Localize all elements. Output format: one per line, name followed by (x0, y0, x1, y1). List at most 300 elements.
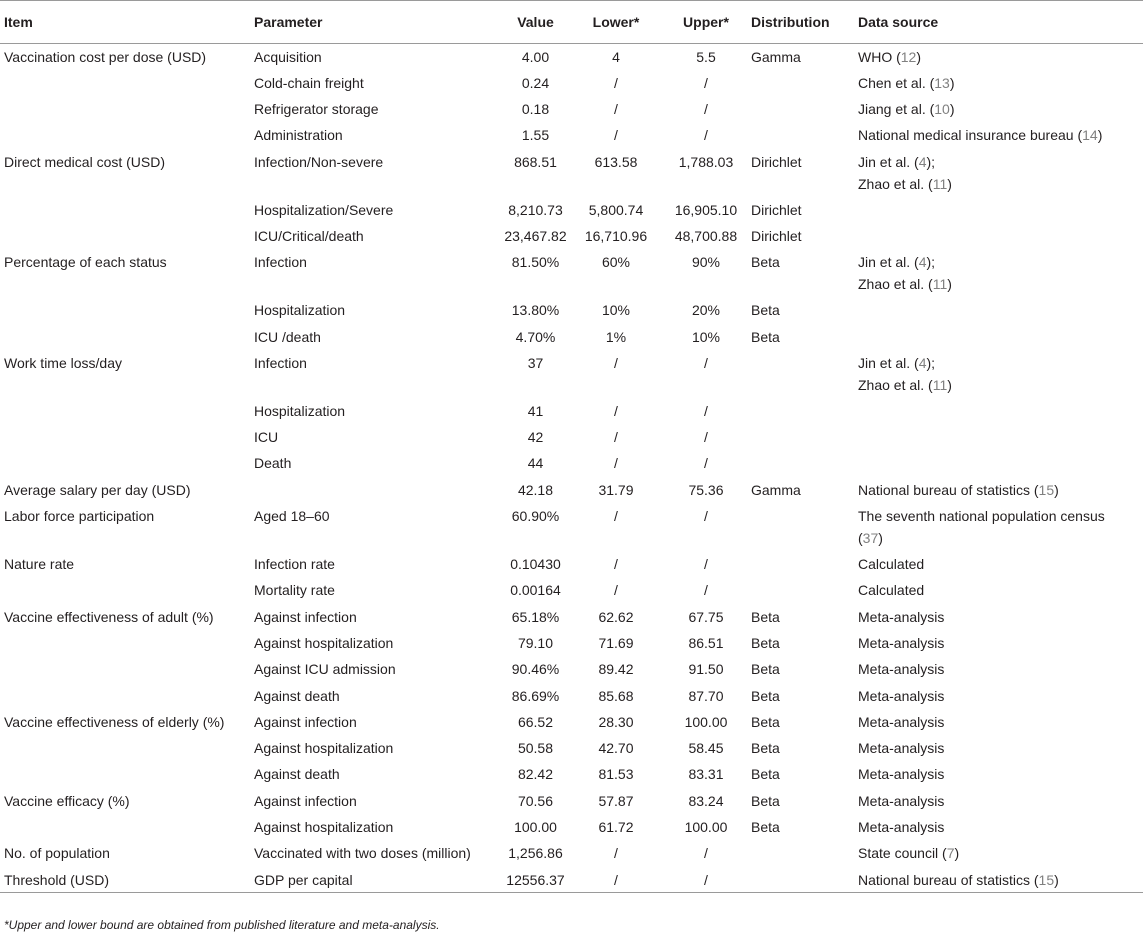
cell-distribution: Beta (751, 740, 780, 757)
cell-lower: 1% (605, 328, 627, 345)
cell-value: 66.52 (517, 713, 554, 730)
source-tail: ) (947, 376, 952, 393)
cell-parameter: Against infection (254, 792, 357, 809)
cell-value: 23,467.82 (504, 227, 567, 244)
table-footnote: *Upper and lower bound are obtained from published literature and meta-analysis. (4, 918, 440, 932)
cell-upper: / (704, 582, 708, 599)
cell-item: Direct medical cost (USD) (4, 153, 166, 170)
cell-item (0, 577, 254, 603)
cell-item (0, 761, 254, 787)
cell-lower: / (614, 127, 618, 144)
cell-value: 44 (527, 455, 544, 472)
cell-parameter: Acquisition (254, 49, 322, 65)
table-row (0, 424, 1143, 450)
cell-item: Vaccine effectiveness of elderly (%) (4, 713, 225, 730)
cell-value: 13.80% (511, 302, 560, 319)
cell-distribution: Dirichlet (751, 153, 802, 170)
source-text: Meta-analysis (858, 687, 945, 704)
table-row (0, 840, 1143, 866)
table-row (0, 683, 1143, 709)
table-row (0, 577, 1143, 603)
source-text: National medical insurance bureau ( (858, 127, 1083, 144)
reference-number[interactable]: 11 (932, 276, 948, 293)
cell-parameter: Against infection (254, 608, 357, 625)
table-row (0, 398, 1143, 424)
cell-distribution: Beta (751, 302, 780, 319)
cell-lower: 85.68 (598, 687, 634, 704)
cell-value: 868.51 (514, 153, 557, 170)
table-row (0, 223, 1143, 249)
cell-lower: 60% (601, 254, 631, 271)
source-line (858, 606, 1143, 628)
cell-distribution (751, 450, 858, 476)
table-row (0, 249, 1143, 297)
source-tail: ) (916, 49, 922, 65)
source-text: National bureau of statistics ( (858, 481, 1039, 498)
cell-source (858, 297, 1143, 323)
cell-upper: 67.75 (688, 608, 724, 625)
cell-item (0, 735, 254, 761)
source-tail: ); (926, 254, 936, 271)
cell-value: 42 (527, 429, 544, 446)
source-text: Meta-analysis (858, 634, 945, 651)
cell-value: 12556.37 (506, 871, 565, 888)
source-tail: ) (1054, 481, 1059, 498)
reference-number[interactable]: 10 (934, 101, 950, 118)
cell-upper: 87.70 (688, 687, 724, 704)
source-text: Zhao et al. ( (858, 175, 933, 192)
cell-parameter: Infection (254, 254, 307, 271)
cell-item (0, 814, 254, 840)
reference-number[interactable]: 4 (918, 254, 927, 271)
cell-source (858, 577, 1143, 603)
cell-parameter: ICU /death (254, 328, 321, 345)
cell-parameter: Cold-chain freight (254, 74, 364, 91)
cell-upper: / (704, 74, 708, 91)
table-row (0, 814, 1143, 840)
cell-distribution (751, 96, 858, 122)
cell-value: 81.50% (511, 254, 560, 271)
source-text: Jin et al. ( (858, 254, 919, 271)
cell-distribution: Beta (751, 766, 780, 783)
cell-distribution: Dirichlet (751, 227, 802, 244)
table-row (0, 551, 1143, 577)
table-row (0, 656, 1143, 682)
cell-lower: 57.87 (598, 792, 634, 809)
source-text: Meta-analysis (858, 661, 945, 678)
source-line (858, 737, 1143, 759)
reference-number[interactable]: 11 (932, 175, 948, 192)
cell-source (858, 350, 1143, 398)
cell-item (0, 450, 254, 476)
cell-lower: / (614, 101, 618, 118)
reference-number[interactable]: 15 (1038, 871, 1055, 888)
cell-parameter: Against death (254, 766, 340, 783)
cell-item (0, 197, 254, 223)
reference-number[interactable]: 11 (932, 376, 948, 393)
cell-distribution: Gamma (751, 49, 801, 65)
source-line (858, 251, 1143, 273)
cell-upper: 91.50 (688, 661, 724, 678)
cell-source (858, 683, 1143, 709)
cell-parameter: Infection/Non-severe (254, 153, 384, 170)
source-line (858, 553, 1143, 575)
cell-upper: 10% (691, 328, 721, 345)
source-tail: ) (1097, 127, 1103, 144)
source-text: Jin et al. ( (858, 354, 919, 371)
cell-parameter: Vaccinated with two doses (million) (254, 845, 471, 862)
source-line (858, 790, 1143, 812)
cell-distribution: Beta (751, 819, 780, 836)
cell-value: 41 (527, 402, 544, 419)
cell-distribution (751, 398, 858, 424)
cell-upper: / (704, 871, 708, 888)
cell-parameter: Death (254, 455, 292, 472)
cell-value: 70.56 (517, 792, 554, 809)
source-line (858, 46, 1143, 68)
table-row (0, 604, 1143, 630)
cell-source (858, 249, 1143, 297)
cell-upper: / (704, 127, 708, 144)
table-row (0, 477, 1143, 503)
source-tail: ) (947, 276, 952, 293)
source-tail: ) (949, 74, 955, 91)
cell-source (858, 761, 1143, 787)
table-row (0, 297, 1143, 323)
source-line (858, 72, 1143, 94)
table-row (0, 197, 1143, 223)
cell-parameter: Against ICU admission (254, 661, 396, 678)
reference-number[interactable]: 14 (1082, 127, 1098, 144)
cell-item: Percentage of each status (4, 254, 167, 271)
cell-source (858, 223, 1143, 249)
cell-upper: / (704, 508, 708, 525)
source-line (858, 816, 1143, 838)
source-line (858, 374, 1143, 396)
cell-lower: 42.70 (598, 740, 634, 757)
cell-source (858, 630, 1143, 656)
cell-lower: / (614, 455, 618, 472)
cell-distribution: Dirichlet (751, 201, 802, 218)
cell-upper: 1,788.03 (678, 153, 734, 170)
cell-source (858, 867, 1143, 893)
reference-number[interactable]: 4 (918, 153, 927, 170)
cell-distribution: Beta (751, 328, 780, 345)
source-text: National bureau of statistics ( (858, 871, 1039, 888)
cell-item (0, 324, 254, 350)
cell-distribution (751, 551, 858, 577)
cell-distribution: Beta (751, 608, 780, 625)
cell-lower: / (614, 402, 618, 419)
cell-source (858, 424, 1143, 450)
table-row (0, 149, 1143, 197)
reference-number[interactable]: 7 (946, 845, 955, 862)
cell-distribution (751, 577, 858, 603)
table-row (0, 761, 1143, 787)
source-tail: ); (926, 153, 936, 170)
cell-lower: 16,710.96 (584, 227, 648, 244)
cell-lower: 613.58 (594, 153, 638, 170)
cell-value: 0.18 (521, 101, 550, 118)
cell-source (858, 709, 1143, 735)
source-text: State council ( (858, 845, 947, 862)
cell-item (0, 297, 254, 323)
cell-distribution (751, 350, 858, 398)
source-text: Zhao et al. ( (858, 276, 933, 293)
cell-source (858, 551, 1143, 577)
cell-value: 86.69% (511, 687, 560, 704)
cell-item (0, 630, 254, 656)
cell-parameter: Against infection (254, 713, 357, 730)
table-row (0, 350, 1143, 398)
cell-item: Work time loss/day (4, 354, 122, 371)
cell-upper: 90% (691, 254, 721, 271)
cell-upper: 83.24 (688, 792, 724, 809)
cell-value: 1,256.86 (508, 845, 563, 862)
cell-parameter: Refrigerator storage (254, 101, 379, 118)
cell-source (858, 197, 1143, 223)
cell-source (858, 788, 1143, 814)
header-distribution: Distribution (751, 14, 830, 30)
cell-value: 90.46% (511, 661, 560, 678)
cell-source (858, 324, 1143, 350)
reference-number[interactable]: 12 (900, 49, 917, 65)
table-row (0, 788, 1143, 814)
source-tail: ) (949, 101, 955, 118)
cell-distribution: Beta (751, 661, 780, 678)
cell-value: 0.24 (521, 74, 550, 91)
cell-lower: 31.79 (598, 481, 634, 498)
cell-value: 60.90% (511, 508, 560, 525)
cell-lower: 62.62 (598, 608, 634, 625)
source-line (858, 763, 1143, 785)
cell-lower: / (614, 556, 618, 573)
cell-upper: 48,700.88 (674, 227, 738, 244)
cell-distribution: Beta (751, 634, 780, 651)
header-upper: Upper* (683, 14, 729, 30)
cell-lower: 71.69 (598, 634, 634, 651)
cell-source (858, 503, 1143, 551)
source-text: Meta-analysis (858, 608, 945, 625)
cell-parameter: Infection rate (254, 556, 335, 573)
cell-lower: / (614, 508, 618, 525)
cell-item (0, 424, 254, 450)
cell-lower: / (614, 354, 618, 371)
cell-upper: 20% (691, 302, 721, 319)
cell-parameter: ICU/Critical/death (254, 227, 364, 244)
cell-lower: 28.30 (598, 713, 634, 730)
source-text: Jin et al. ( (858, 153, 919, 170)
source-line (858, 98, 1143, 120)
cell-lower: 4 (612, 49, 620, 65)
cell-value: 82.42 (517, 766, 554, 783)
source-text: Jiang et al. ( (858, 101, 935, 118)
source-tail: ); (926, 354, 936, 371)
cell-source (858, 604, 1143, 630)
source-line (858, 527, 1143, 549)
cell-item: Average salary per day (USD) (4, 481, 191, 498)
source-line (858, 579, 1143, 601)
source-text: ( (858, 530, 863, 547)
cell-parameter: Hospitalization (254, 302, 346, 319)
cell-source (858, 398, 1143, 424)
cell-item: No. of population (4, 845, 110, 862)
cell-source (858, 70, 1143, 96)
reference-number[interactable]: 13 (934, 74, 950, 91)
header-source: Data source (858, 14, 939, 30)
cell-upper: / (704, 402, 708, 419)
table-row (0, 324, 1143, 350)
cell-value: 42.18 (517, 481, 554, 498)
cell-upper: / (704, 556, 708, 573)
source-text: Calculated (858, 582, 925, 599)
header-lower: Lower* (592, 14, 640, 30)
cell-parameter: Hospitalization (254, 402, 346, 419)
cell-distribution (751, 424, 858, 450)
table-row (0, 735, 1143, 761)
source-line (858, 173, 1143, 195)
cell-parameter: GDP per capital (254, 871, 353, 888)
cell-lower: / (614, 429, 618, 446)
cell-lower: 61.72 (598, 819, 634, 836)
cell-item (0, 398, 254, 424)
source-line (858, 151, 1143, 173)
cell-lower: / (614, 74, 618, 91)
cell-source (858, 735, 1143, 761)
cell-upper: / (704, 455, 708, 472)
table-row (0, 122, 1143, 148)
cell-lower: / (614, 871, 618, 888)
cell-parameter: Infection (254, 354, 307, 371)
table-row (0, 503, 1143, 551)
source-line (858, 479, 1143, 501)
cell-distribution: Beta (751, 687, 780, 704)
source-line (858, 124, 1143, 146)
source-text: Zhao et al. ( (858, 376, 933, 393)
header-parameter: Parameter (254, 14, 323, 30)
reference-number[interactable]: 4 (918, 354, 927, 371)
cell-parameter (254, 477, 500, 503)
cell-distribution: Beta (751, 792, 780, 809)
cell-parameter: Administration (254, 127, 343, 144)
cell-parameter: Against hospitalization (254, 740, 394, 757)
cell-distribution (751, 122, 858, 148)
cell-item (0, 683, 254, 709)
cell-item (0, 122, 254, 148)
cell-value: 0.00164 (510, 582, 561, 599)
cell-distribution (751, 867, 858, 893)
source-line (858, 273, 1143, 295)
cell-upper: / (704, 429, 708, 446)
cell-upper: / (704, 101, 708, 118)
cell-distribution (751, 503, 858, 551)
cell-upper: / (704, 354, 708, 371)
cell-source (858, 122, 1143, 148)
cell-value: 79.10 (517, 634, 554, 651)
cell-value: 4.00 (521, 49, 550, 65)
table-row (0, 70, 1143, 96)
cell-lower: 81.53 (598, 766, 634, 783)
cell-upper: 83.31 (688, 766, 724, 783)
cell-lower: 5,800.74 (588, 201, 644, 218)
cell-source (858, 477, 1143, 503)
cell-value: 4.70% (515, 328, 556, 345)
source-text: WHO ( (858, 49, 901, 65)
cell-value: 50.58 (517, 740, 554, 757)
cell-distribution (751, 840, 858, 866)
source-tail: ) (878, 530, 883, 547)
cell-distribution (751, 70, 858, 96)
source-text: Chen et al. ( (858, 74, 935, 91)
table-row (0, 44, 1143, 70)
table-row (0, 96, 1143, 122)
table-row (0, 867, 1143, 893)
table-header-row (0, 1, 1143, 44)
cell-source (858, 450, 1143, 476)
cell-source (858, 840, 1143, 866)
cell-value: 65.18% (511, 608, 560, 625)
source-line (858, 505, 1143, 527)
source-line (858, 685, 1143, 707)
cell-item: Vaccine efficacy (%) (4, 792, 130, 809)
cell-item: Threshold (USD) (4, 871, 110, 888)
header-item: Item (4, 14, 33, 30)
source-line (858, 632, 1143, 654)
cell-parameter: Against hospitalization (254, 819, 394, 836)
source-text: Meta-analysis (858, 819, 945, 836)
cell-upper: 100.00 (684, 713, 728, 730)
cell-value: 8,210.73 (508, 201, 563, 218)
cell-item (0, 656, 254, 682)
source-text: Meta-analysis (858, 740, 945, 757)
source-line (858, 658, 1143, 680)
cell-value: 100.00 (514, 819, 557, 836)
cell-source (858, 814, 1143, 840)
source-line (858, 352, 1143, 374)
source-text: Calculated (858, 556, 925, 573)
source-text: Meta-analysis (858, 766, 945, 783)
source-line (858, 842, 1143, 864)
cell-item: Vaccine effectiveness of adult (%) (4, 608, 214, 625)
cell-source (858, 44, 1143, 70)
reference-number[interactable]: 37 (862, 530, 879, 547)
source-tail: ) (954, 845, 960, 862)
cell-upper: 100.00 (684, 819, 728, 836)
cell-source (858, 656, 1143, 682)
cell-upper: 86.51 (688, 634, 724, 651)
reference-number[interactable]: 15 (1038, 481, 1055, 498)
cell-upper: 16,905.10 (674, 201, 738, 218)
table-row (0, 709, 1143, 735)
cell-source (858, 96, 1143, 122)
cell-distribution: Gamma (751, 481, 801, 498)
source-tail: ) (947, 175, 952, 192)
cell-item: Labor force participation (4, 508, 155, 525)
cell-parameter: Aged 18–60 (254, 508, 330, 525)
cell-parameter: ICU (254, 429, 279, 446)
cell-lower: 89.42 (598, 661, 634, 678)
cell-upper: 58.45 (688, 740, 724, 757)
cell-item (0, 96, 254, 122)
cell-parameter: Hospitalization/Severe (254, 201, 394, 218)
cell-distribution: Beta (751, 713, 780, 730)
source-text: Meta-analysis (858, 792, 945, 809)
cell-distribution: Beta (751, 254, 780, 271)
header-value: Value (517, 14, 554, 30)
table-row (0, 450, 1143, 476)
cell-item (0, 70, 254, 96)
cell-source (858, 149, 1143, 197)
